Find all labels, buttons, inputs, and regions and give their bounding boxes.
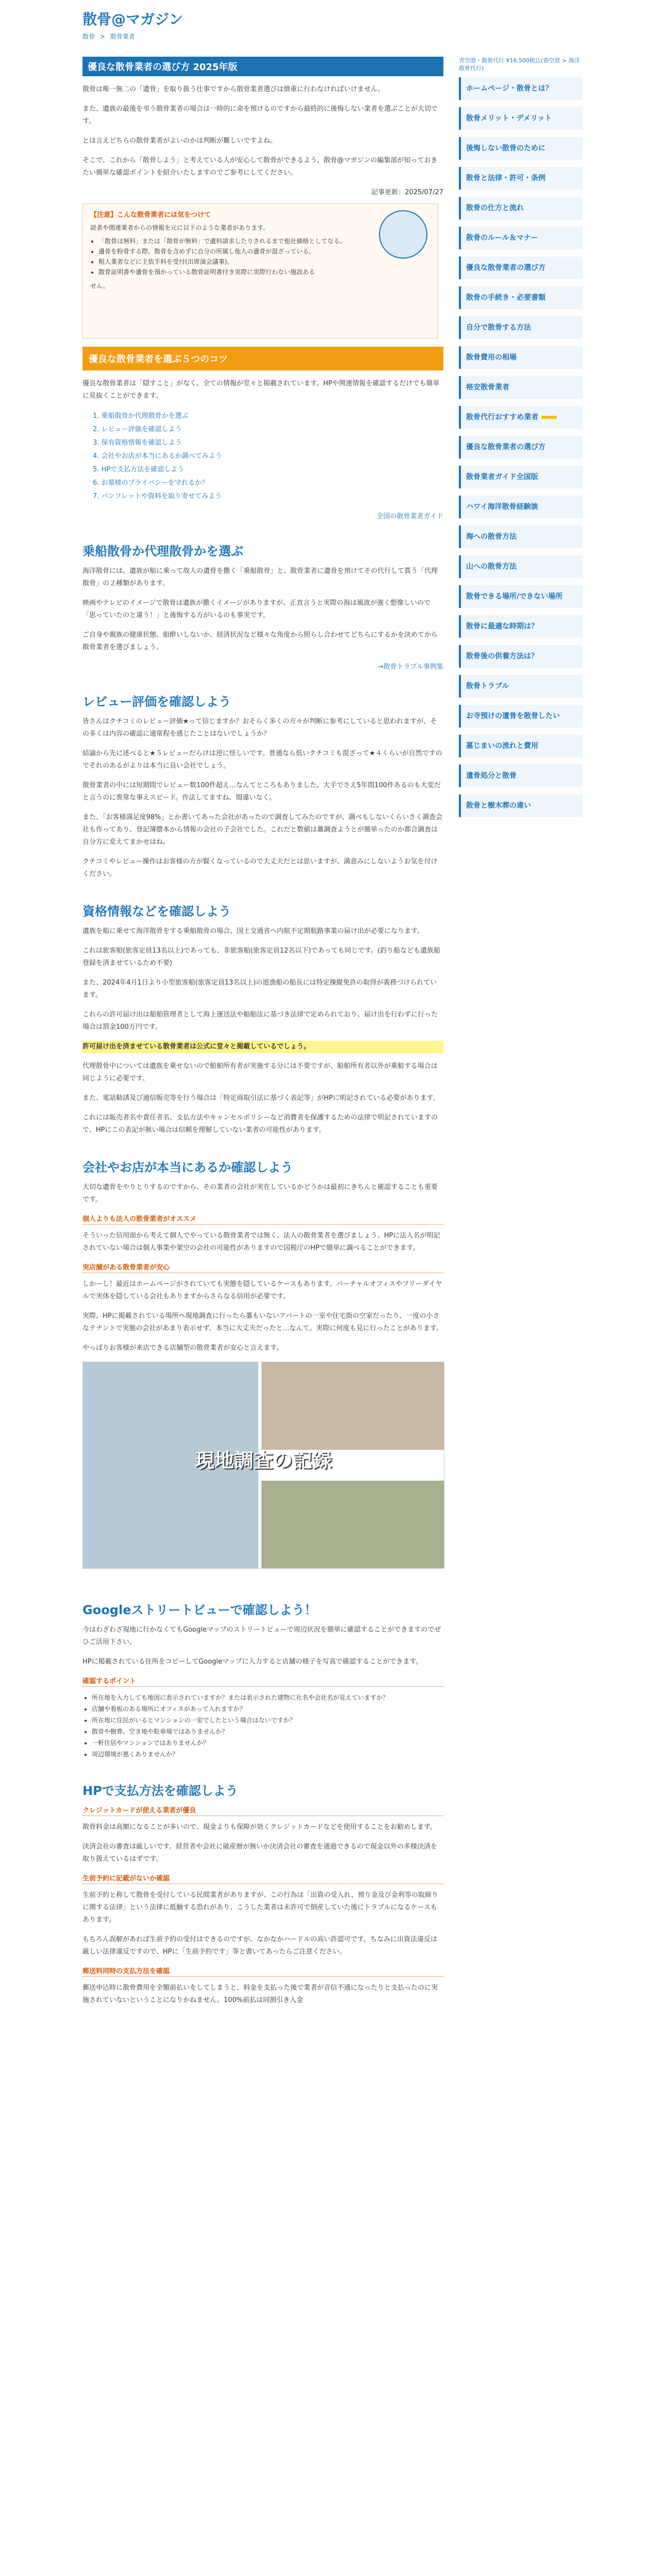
sidebar-item[interactable]: ホームページ・散骨とは？ xyxy=(459,77,583,100)
section-text: また、電話勧誘及び通信販売等を行う場合は「特定商取引法に基づく表記等」がHPに明記されている必要があります。 xyxy=(82,1094,440,1102)
section-text: 散骨業者の中には短期間でレビュー数100件超え…なんてところもありました。大手でさえ5年間100件あるのも大変だと言うのに異常な事えスピード。作法してますね、間違いなく。 xyxy=(82,782,441,802)
section-text: しかーし！最近はホームページがされていても実態を隠しているケースもあります。パーチャルオフィスやフリーダイヤルで実体を隠している会社もありますからさらなる信用が必要です。 xyxy=(82,1280,442,1300)
section-text: 代理散骨中については遺族を乗せないので船舶所有者が実施する分には不要ですが、船舶所有者以外が乗船する場合は同じように必要です。 xyxy=(82,1062,438,1082)
section-text: これらの許可届け出は船舶管理者として海上運送法や船舶法に基づき法律で定められており、届け出を行わずに行った場合は罰金100万円です。 xyxy=(82,1011,438,1031)
intro-text: とは言えどちらの散骨業者がよいのかは判断が難しいですよね。 xyxy=(82,137,277,145)
guide-link[interactable]: 全国の散骨業者ガイド xyxy=(376,513,443,520)
check-item: • 所在地に住民がいるとマンションの一室でしたという場合はないですか？ xyxy=(92,1715,443,1726)
check-item: • 一軒住居やマンションではありませんか？ xyxy=(92,1737,443,1749)
subsection-title: クレジットカードが使える業者が優良 xyxy=(82,1805,443,1816)
sidebar-item[interactable]: 散骨の手続き・必要書類 xyxy=(459,286,583,309)
sidebar-item[interactable]: 散骨に最適な時期は？ xyxy=(459,615,583,638)
sidebar-item[interactable] xyxy=(459,406,583,429)
breadcrumb-item[interactable]: 散骨 xyxy=(82,33,95,40)
photo-alley xyxy=(261,1481,444,1568)
intro-text: また、遺族の最後を弔う散骨業者の場合は一時的に命を預けるのですから最終的に後悔しない業者を選ぶことが大切です。 xyxy=(82,105,438,125)
doctor-illustration-icon xyxy=(379,210,427,259)
section-text: また、「お客様満足度98%」とか書いてあった会社があったので調査してみたのですが、調べもしないくらいさく調査会社も作ってあり、登記簿謄本から情報の会社の子会社でした。これだと数値は雑調査ようとが簡単ったのか都合調査は自分方に変えてまかせはね。 xyxy=(82,814,443,846)
warning-title: 【注意】こんな散骨業者には気をつけて xyxy=(90,211,211,219)
subsection-title: 個人よりも法人の散骨業者がオススメ xyxy=(82,1213,443,1225)
warning-note: せん。 xyxy=(90,282,109,290)
sidebar xyxy=(459,57,583,824)
section-text: 生前予約と称して散骨を受付している民間業者がありますが、この行為は「出資の受入れ、預り金及び金利等の取締りに関する法律」という法律に抵触する恐れがあり、こうした業者は未許可で倒産していた後にトラブルになるケースもあります。 xyxy=(82,1891,438,1924)
warning-item: • 「散骨は無料」または「散骨が無料」で遺料請求したりされるまで他社価格としてなる。 xyxy=(98,236,431,246)
section-text: 映画やテレビのイメージで散骨は遺族が撒くイメージがありますが、正直言うと実際の海は風波が強く想像しいので「思っていたのと違う！」と後悔する方がいるのも事実です。 xyxy=(82,599,431,619)
sidebar-item[interactable]: 優良な散骨業者の選び方 xyxy=(459,436,583,459)
sidebar-item[interactable]: 散骨と樹木葬の違い xyxy=(459,794,583,817)
subsection-title: 郵送料同時の支払方法を確認 xyxy=(82,1965,443,1977)
section-text: 決済会社の審査は厳しいです。経営者や会社に破産暦が無いか決済会社の審査を通過できるので現金以外の多様決済を取り扱えているはずです。 xyxy=(82,1843,437,1863)
tip-link[interactable]: 7. パンフレットや資料を取り寄せてみよう xyxy=(93,493,222,500)
intro-text: そこで、これから「散骨しよう」と考えている人が安心して散骨ができるよう、散骨@マガジンの編集部が知っておきたい簡単な確認ポイントを紹介いたしますのでご参考にしてください。 xyxy=(82,157,438,177)
sidebar-item[interactable]: 後悔しない散骨のために xyxy=(459,137,583,160)
section-text: 今はわざわざ現地に行かなくてもGoogleマップのストリートビューで周辺状況を簡単に確認することができますのでぜひご活用下さい。 xyxy=(82,1626,441,1646)
tip-link[interactable]: 5. HPで支払方法を確認しよう xyxy=(93,466,185,473)
sidebar-item-label: 散骨代行おすすめ業者 xyxy=(466,413,539,421)
trouble-link[interactable]: →散骨トラブル事例集 xyxy=(377,663,443,671)
check-item: • 周辺環境が悪くありませんか？ xyxy=(92,1749,443,1760)
section-text: ご自身や親族の健康状態、船酔いしないか、経済状況など様々な角度から照らし合わせてどちらにするかを決めてから散骨業者を選びましょう。 xyxy=(82,631,438,651)
sidebar-item[interactable]: 墓じまいの流れと費用 xyxy=(459,735,583,757)
sidebar-item[interactable]: 散骨の仕方と流れ xyxy=(459,197,583,219)
sidebar-item[interactable]: 散骨できる場所/できない場所 xyxy=(459,585,583,608)
check-list xyxy=(82,1692,443,1760)
warning-box xyxy=(82,204,438,338)
check-item: • 散骨や樹葬、空き地や駐車場ではありませんか？ xyxy=(92,1726,443,1737)
sidebar-item[interactable]: 散骨業者ガイド全国版 xyxy=(459,466,583,488)
sidebar-item[interactable]: 散骨後の供養方法は？ xyxy=(459,645,583,668)
field-survey-photo xyxy=(82,1362,444,1569)
tip-link[interactable]: 1. 乗船散骨か代理散骨かを選ぶ xyxy=(93,412,189,420)
subsection-title: 確認するポイント xyxy=(82,1675,443,1687)
site-logo[interactable]: 散骨@マガジン xyxy=(82,11,184,28)
section-text: 実際、HPに掲載されている場所へ現地調査に行ったら藁もいないアパートの一室や住宅街の空家だったり、一度の小さなテナントで実態の会社があまり表示せず、本当に大丈夫だったと…なんて。実際に何度も見に行ったことがあります。 xyxy=(82,1312,443,1332)
intro-text: 散骨は唯一無二の「遺骨」を取り扱う仕事ですから散骨業者選びは慎重に行わなければいけません。 xyxy=(82,86,385,93)
sidebar-item[interactable]: 散骨メリット・デメリット xyxy=(459,107,583,130)
check-item: • 店舗や看板のある場所にオフィスがあって入れますか？ xyxy=(92,1703,443,1715)
tips-intro: 優良な散骨業者は「隠すこと」がなく、全ての情報が堂々と掲載されています。HPや関連情報を確認するだけでも簡単に見抜くことができます。 xyxy=(82,380,440,400)
warning-list xyxy=(90,236,431,277)
photo-house xyxy=(261,1362,444,1450)
tips-list xyxy=(82,410,443,503)
tips-header: 優良な散骨業者を選ぶ５つのコツ xyxy=(82,347,443,370)
section-title: 会社やお店が本当にあるか確認しよう xyxy=(82,1160,293,1175)
warning-item: • 散骨証明書や遺骨を預かっている散骨証明書付き実際に実際行わない施設ある xyxy=(98,267,431,277)
page-title: 優良な散骨業者の選び方 2025年版 xyxy=(82,57,443,76)
sidebar-item[interactable]: 散骨と法律・許可・条例 xyxy=(459,167,583,190)
sidebar-item[interactable]: 散骨トラブル xyxy=(459,675,583,698)
new-badge-icon xyxy=(541,416,557,419)
section-text: これには販売者名や責任者名、支払方法やキャンセルポリシーなど消費者を保護するための法律で明記されていますので、HPにこの表記が無い場合は信頼を理解していない業者の可能性があります。 xyxy=(82,1114,438,1134)
updated-date: 記事更新：2025/07/27 xyxy=(371,189,443,196)
section-text: そういった信用面から考えて個人でやっている散骨業者では無く、法人の散骨業者を選びましょう。HPに法人名が明記されていない場合は個人事業や架空の会社の可能性がありますので国税庁のHPで簡単に調べることができます。 xyxy=(82,1232,440,1252)
breadcrumb-item[interactable]: 散骨業者 xyxy=(110,33,135,40)
sidebar-item[interactable]: お寺預けの遺骨を散骨したい xyxy=(459,705,583,727)
section-title: Googleストリートビューで確認しよう！ xyxy=(82,1603,317,1617)
sidebar-item[interactable]: 散骨費用の相場 xyxy=(459,346,583,369)
section-title: レビュー評価を確認しよう xyxy=(82,694,231,709)
sidebar-item[interactable]: 散骨のルール＆マナー xyxy=(459,227,583,249)
section-text: 郵送申込時に散骨費用を全額前払いをしてしまうと、料金を支払った後で業者が音信不通になったりと支払ったのに実施されていないということになりかねません。100%前払は同割引き入金 xyxy=(82,1984,438,2004)
sidebar-item[interactable]: 優良な散骨業者の選び方 xyxy=(459,257,583,279)
section-text: HPに掲載されている住所をコピーしてGoogleマップに入力すると店舗の様子を写真で確認することができます。 xyxy=(82,1658,423,1666)
sidebar-item[interactable]: 自分で散骨する方法 xyxy=(459,316,583,339)
sidebar-item[interactable]: 遺骨処分と散骨 xyxy=(459,765,583,787)
section-text: 遺族を船に乗せて海洋散骨をする乗船散骨の場合、国土交通省へ内航不定期航路事業の届け出が必要になります。 xyxy=(82,927,424,935)
article xyxy=(82,57,443,2014)
section-title: 資格情報などを確認しよう xyxy=(82,904,231,919)
section-text: また、2024年4月1日より小型旅客船(旅客定員13名以上)の遊漁船の船長には特定操縦免許の取得が義務づけられています。 xyxy=(82,979,437,999)
sidebar-banner[interactable]: 青空澄・散骨代行 ¥16,500税込(春空澄 > 海洋散骨代行) xyxy=(459,57,580,72)
section-text: これは旅客船(旅客定員13名以上)であっても、非旅客船(旅客定員12名以下)であっても同じです。(釣り船なども遺族船登録を済ませているため不要) xyxy=(82,947,441,967)
breadcrumb-sep: > xyxy=(100,33,105,40)
photo-caption: 現地調査の記録 xyxy=(194,1449,332,1472)
section-text: 皆さんはクチコミのレビュー評価★って信じますか？おそらく多くの方々が判断に参考にしていると思われますが、その多くは内容の確認に通常程を感じたことはないでしょうか？ xyxy=(82,718,437,738)
warning-item: • 遺骨を粉骨する際、散骨を含めずに自分の所属し他人の遺骨が混ざっている。 xyxy=(98,246,431,257)
warning-item: • 粗人業者などに主依手料を受付(出席演会議事)。 xyxy=(98,257,431,267)
sidebar-item[interactable]: 海への散骨方法 xyxy=(459,526,583,548)
warning-lead: 読者や関連業者からの情報を元に以下のような業者があります。 xyxy=(90,224,270,231)
site-header xyxy=(82,6,598,32)
subsection-title: 実店舗がある散骨業者が安心 xyxy=(82,1262,443,1273)
section-text: 散骨料金は高額になることが多いので、現金よりも保障が効くクレジットカードなどを使用することをお勧めします。 xyxy=(82,1823,437,1831)
subsection-title: 生前予約に記載がないか確認 xyxy=(82,1873,443,1884)
tip-link[interactable]: 3. 保有資格情報を確認しよう xyxy=(93,439,182,447)
section-text: やっぱりお客様が来店できる店舗型の散骨業者が安心と言えます。 xyxy=(82,1344,283,1352)
section-title: 乗船散骨か代理散骨かを選ぶ xyxy=(82,544,243,558)
section-text: 海洋散骨には、遺族が船に乗って故人の遺骨を撒く「乗船散骨」と、散骨業者に遺骨を預けてその代行して貰う「代理散骨」の２種類があります。 xyxy=(82,567,438,587)
tip-link[interactable]: 2. レビュー評価を確認しよう xyxy=(93,426,182,433)
check-item: • 所在地を入力しても地図に表示されていますか？または表示された建物に社名や会社名が見えていますか？ xyxy=(92,1692,443,1703)
sidebar-item[interactable]: 格安散骨業者 xyxy=(459,376,583,399)
section-text: 許可届け出を済ませている散骨業者は公式に堂々と掲載しているでしょう。 xyxy=(82,1041,443,1053)
section-text: 結論から先に述べると★５レビューだらけは逆に怪しいです。普通なら低いクチコミも混ざって★４くらいが自然ですのでそれのあるがよりは本当に良い会社でしょう。 xyxy=(82,750,442,770)
section-text: クチコミやレビュー操作はお客様の方が賢くなっているので大丈夫だとは思いますが、満意みにしないようお気を付けください。 xyxy=(82,858,438,878)
section-title: HPで支払方法を確認しよう xyxy=(82,1784,238,1798)
breadcrumb xyxy=(82,32,138,41)
section-text: 大切な遺骨をやりとりするのですから、その業者の会社が実在しているかどうかは最初にきちんと確認することも重要です。 xyxy=(82,1183,438,1204)
tip-link[interactable]: 6. お墓様のプライバシーを守れるか？ xyxy=(93,479,208,487)
tip-link[interactable]: 4. 会社やお店が本当にあるか調べてみよう xyxy=(93,452,222,460)
sidebar-item[interactable]: ハワイ海洋散骨経験談 xyxy=(459,496,583,518)
sidebar-item[interactable]: 山への散骨方法 xyxy=(459,555,583,578)
section-text: もちろん誤解があれば生前予約の受付はできるのですが、なかなかハードルの高い許認可です。ちなみに出資法違反は厳しい法律違反ですので、HPに「生前予約です」等と書いてあったらご注意ください。 xyxy=(82,1936,437,1956)
